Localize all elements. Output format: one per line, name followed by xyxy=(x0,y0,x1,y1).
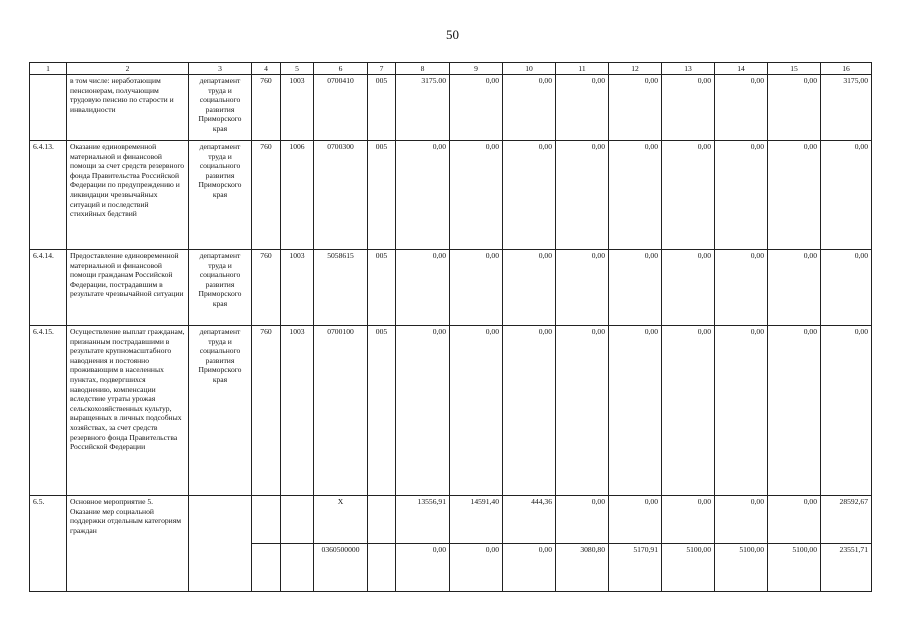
cell-value: 0,00 xyxy=(450,544,503,592)
col-header: 5 xyxy=(281,63,314,75)
cell-value: 5100,00 xyxy=(662,544,715,592)
col-header: 7 xyxy=(368,63,396,75)
cell-value: 0,00 xyxy=(768,326,821,496)
col-header: 14 xyxy=(715,63,768,75)
cell-grbs: 760 xyxy=(252,75,281,141)
cell-value: 0,00 xyxy=(396,141,450,250)
cell-value: 0,00 xyxy=(396,544,450,592)
cell-value: 0,00 xyxy=(556,141,609,250)
cell-csr: 0360500000 xyxy=(314,544,368,592)
col-header: 2 xyxy=(67,63,189,75)
cell-value: 0,00 xyxy=(662,496,715,544)
row-number: 6.5. xyxy=(30,496,67,592)
cell-value: 0,00 xyxy=(609,250,662,326)
cell-value: 444,36 xyxy=(503,496,556,544)
row-description: Осуществление выплат гражданам, признанным пострадавшими в результате крупномасштабного наводнения и постоянно проживающим в населенных пунктах, подвергшихся наводнению, компенсации вследствие утраты урожая сельскохозяйственных культур, выращенных в личных подсобных хозяйствах, за счет средств резервного фонда Правительства Российской Федерации xyxy=(67,326,189,496)
col-header: 6 xyxy=(314,63,368,75)
cell-value: 0,00 xyxy=(503,544,556,592)
header-row xyxy=(30,63,872,75)
cell-value: 0,00 xyxy=(662,326,715,496)
cell-grbs: 760 xyxy=(252,250,281,326)
cell-grbs xyxy=(252,496,281,544)
cell-value: 0,00 xyxy=(609,141,662,250)
table-row xyxy=(30,250,872,326)
cell-value: 0,00 xyxy=(768,496,821,544)
table-row xyxy=(30,75,872,141)
row-number: 6.4.14. xyxy=(30,250,67,326)
cell-vr: 005 xyxy=(368,141,396,250)
cell-value: 0,00 xyxy=(768,75,821,141)
table-row xyxy=(30,326,872,496)
cell-total: 0,00 xyxy=(821,326,872,496)
row-description: в том числе: неработающим пенсионерам, получающим трудовую пенсию по старости и инвалидности xyxy=(67,75,189,141)
cell-rzpr xyxy=(281,496,314,544)
cell-value: 5100,00 xyxy=(715,544,768,592)
col-header: 9 xyxy=(450,63,503,75)
col-header: 4 xyxy=(252,63,281,75)
cell-value: 0,00 xyxy=(715,75,768,141)
cell-value: 0,00 xyxy=(609,326,662,496)
cell-csr: 5058615 xyxy=(314,250,368,326)
cell-value: 0,00 xyxy=(556,250,609,326)
cell-value: 3080,80 xyxy=(556,544,609,592)
row-number: 6.4.13. xyxy=(30,141,67,250)
table-row xyxy=(30,141,872,250)
cell-value: 0,00 xyxy=(556,75,609,141)
cell-rzpr: 1003 xyxy=(281,250,314,326)
cell-value: 0,00 xyxy=(503,75,556,141)
row-description: Оказание единовременной материальной и финансовой помощи за счет средств резервного фонда Правительства Российской Федерации по предупреждению и ликвидации чрезвычайных ситуаций и последствий стихийных бедствий xyxy=(67,141,189,250)
cell-value: 0,00 xyxy=(768,250,821,326)
row-number: 6.4.15. xyxy=(30,326,67,496)
cell-csr: X xyxy=(314,496,368,544)
cell-csr: 0700410 xyxy=(314,75,368,141)
col-header: 10 xyxy=(503,63,556,75)
cell-rzpr: 1003 xyxy=(281,75,314,141)
col-header: 11 xyxy=(556,63,609,75)
cell-value: 0,00 xyxy=(450,250,503,326)
cell-value: 0,00 xyxy=(556,326,609,496)
cell-value: 0,00 xyxy=(609,75,662,141)
cell-value: 0,00 xyxy=(396,250,450,326)
cell-value: 0,00 xyxy=(450,75,503,141)
cell-value: 0,00 xyxy=(715,496,768,544)
main-event-row xyxy=(30,496,872,544)
cell-value: 5170,91 xyxy=(609,544,662,592)
cell-vr xyxy=(368,496,396,544)
cell-total: 0,00 xyxy=(821,250,872,326)
col-header: 16 xyxy=(821,63,872,75)
cell-csr: 0700100 xyxy=(314,326,368,496)
cell-value: 0,00 xyxy=(609,496,662,544)
col-header: 13 xyxy=(662,63,715,75)
cell-grbs: 760 xyxy=(252,326,281,496)
col-header: 3 xyxy=(189,63,252,75)
cell-value: 0,00 xyxy=(715,250,768,326)
cell-rzpr: 1003 xyxy=(281,326,314,496)
cell-total: 23551,71 xyxy=(821,544,872,592)
col-header: 1 xyxy=(30,63,67,75)
cell-value: 0,00 xyxy=(503,250,556,326)
cell-value: 0,00 xyxy=(396,326,450,496)
row-description: Основное мероприятие 5. Оказание мер социальной поддержки отдельным категориям граждан xyxy=(67,496,189,592)
row-executor: департамент труда и социального развития Приморского края xyxy=(189,75,252,141)
cell-rzpr: 1006 xyxy=(281,141,314,250)
cell-total: 3175,00 xyxy=(821,75,872,141)
cell-total: 0,00 xyxy=(821,141,872,250)
row-number xyxy=(30,75,67,141)
cell-csr: 0700300 xyxy=(314,141,368,250)
cell-value: 3175.00 xyxy=(396,75,450,141)
row-executor: департамент труда и социального развития Приморского края xyxy=(189,250,252,326)
cell-value: 13556,91 xyxy=(396,496,450,544)
cell-value: 0,00 xyxy=(715,141,768,250)
col-header: 15 xyxy=(768,63,821,75)
cell-value: 0,00 xyxy=(450,326,503,496)
cell-value: 0,00 xyxy=(662,75,715,141)
cell-grbs xyxy=(252,544,281,592)
cell-vr: 005 xyxy=(368,75,396,141)
cell-value: 0,00 xyxy=(503,141,556,250)
cell-value: 0,00 xyxy=(662,250,715,326)
budget-table xyxy=(29,62,872,592)
cell-rzpr xyxy=(281,544,314,592)
cell-vr xyxy=(368,544,396,592)
cell-value: 0,00 xyxy=(662,141,715,250)
cell-value: 14591,40 xyxy=(450,496,503,544)
row-executor xyxy=(189,496,252,592)
row-executor: департамент труда и социального развития Приморского края xyxy=(189,141,252,250)
cell-total: 28592,67 xyxy=(821,496,872,544)
cell-value: 5100,00 xyxy=(768,544,821,592)
cell-value: 0,00 xyxy=(715,326,768,496)
cell-vr: 005 xyxy=(368,250,396,326)
row-description: Предоставление единовременной материальной и финансовой помощи гражданам Российской Федерации, пострадавшим в результате чрезвычайной ситуации xyxy=(67,250,189,326)
cell-value: 0,00 xyxy=(768,141,821,250)
cell-value: 0,00 xyxy=(450,141,503,250)
page-number: 50 xyxy=(446,27,459,42)
cell-value: 0,00 xyxy=(556,496,609,544)
cell-value: 0,00 xyxy=(503,326,556,496)
cell-grbs: 760 xyxy=(252,141,281,250)
col-header: 12 xyxy=(609,63,662,75)
cell-vr: 005 xyxy=(368,326,396,496)
row-executor: департамент труда и социального развития Приморского края xyxy=(189,326,252,496)
col-header: 8 xyxy=(396,63,450,75)
